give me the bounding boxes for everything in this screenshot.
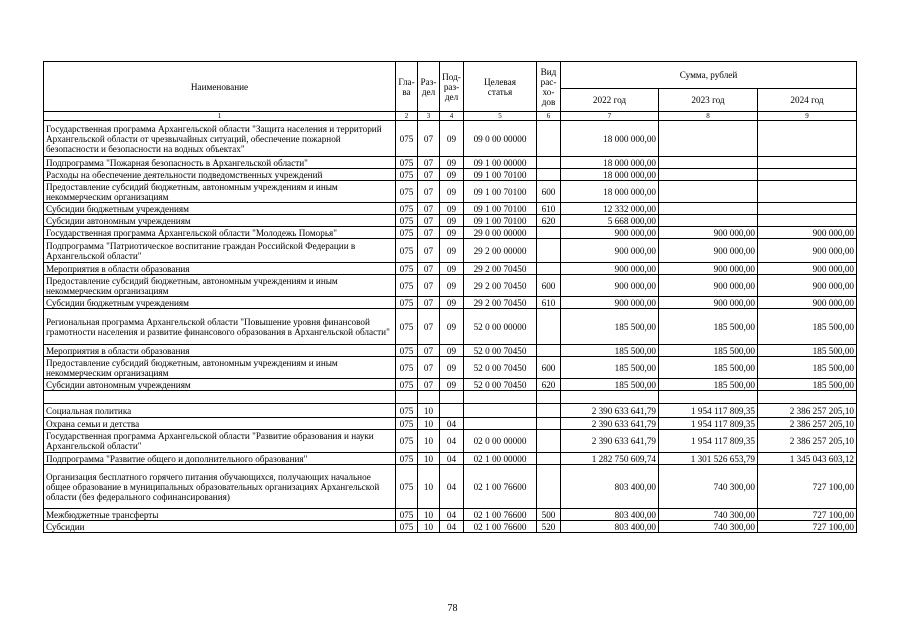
row-vid-rashodov-cell: 620 (537, 379, 561, 391)
row-sum-2022-cell: 185 500,00 (561, 357, 659, 379)
row-podrazdel-cell: 09 (440, 169, 464, 181)
row-podrazdel-cell: 09 (440, 157, 464, 169)
row-sum-2023-cell (659, 203, 758, 215)
row-glava-cell (396, 391, 418, 404)
row-name-cell: Мероприятия в области образования (44, 263, 396, 275)
table-row (44, 181, 857, 203)
row-name-cell: Субсидии бюджетным учреждениям (44, 297, 396, 309)
row-vid-rashodov-cell (537, 227, 561, 239)
row-glava-cell: 075 (396, 509, 418, 521)
header-vid-rashodov: Вид рас- хо- дов (537, 62, 561, 112)
header-glava: Гла- ва (396, 62, 418, 112)
row-razdel-cell: 10 (418, 465, 440, 509)
row-razdel-cell: 07 (418, 357, 440, 379)
table-row (44, 430, 857, 453)
row-celevaya-statya-cell: 29 2 00 70450 (464, 263, 537, 275)
row-sum-2024-cell: 900 000,00 (758, 239, 857, 263)
row-sum-2023-cell: 900 000,00 (659, 263, 758, 275)
row-glava-cell: 075 (396, 465, 418, 509)
table-row (44, 418, 857, 430)
index-cell: 1 (44, 112, 396, 121)
table-row (44, 169, 857, 181)
row-name-cell: Подпрограмма "Развитие общего и дополнительного образования" (44, 453, 396, 465)
row-vid-rashodov-cell (537, 121, 561, 157)
row-sum-2023-cell: 900 000,00 (659, 239, 758, 263)
row-sum-2024-cell: 2 386 257 205,10 (758, 404, 857, 418)
row-glava-cell: 075 (396, 521, 418, 533)
row-podrazdel-cell: 04 (440, 509, 464, 521)
index-cell: 8 (659, 112, 758, 121)
row-glava-cell: 075 (396, 379, 418, 391)
row-podrazdel-cell: 09 (440, 263, 464, 275)
row-name-cell: Охрана семьи и детства (44, 418, 396, 430)
row-sum-2024-cell (758, 203, 857, 215)
row-celevaya-statya-cell: 52 0 00 70450 (464, 357, 537, 379)
row-sum-2024-cell (758, 181, 857, 203)
table-row (44, 345, 857, 357)
row-glava-cell: 075 (396, 227, 418, 239)
row-sum-2022-cell (561, 391, 659, 404)
row-razdel-cell: 07 (418, 239, 440, 263)
table-row (44, 239, 857, 263)
row-sum-2024-cell: 1 345 043 603,12 (758, 453, 857, 465)
table-row (44, 227, 857, 239)
row-celevaya-statya-cell: 29 2 00 00000 (464, 239, 537, 263)
row-vid-rashodov-cell: 620 (537, 215, 561, 227)
row-sum-2022-cell: 12 332 000,00 (561, 203, 659, 215)
row-celevaya-statya-cell: 29 2 00 70450 (464, 275, 537, 297)
row-podrazdel-cell: 09 (440, 297, 464, 309)
row-podrazdel-cell: 04 (440, 453, 464, 465)
row-sum-2023-cell: 185 500,00 (659, 309, 758, 345)
table-row (44, 263, 857, 275)
row-glava-cell: 075 (396, 181, 418, 203)
row-sum-2023-cell: 740 300,00 (659, 465, 758, 509)
row-razdel-cell: 07 (418, 275, 440, 297)
row-sum-2023-cell: 185 500,00 (659, 345, 758, 357)
row-name-cell: Государственная программа Архангельской области "Развитие образования и науки Архангельской области" (44, 430, 396, 453)
table-row (44, 203, 857, 215)
row-sum-2022-cell: 2 390 633 641,79 (561, 430, 659, 453)
row-podrazdel-cell: 09 (440, 239, 464, 263)
row-celevaya-statya-cell (464, 404, 537, 418)
row-vid-rashodov-cell: 610 (537, 297, 561, 309)
table-row (44, 157, 857, 169)
row-vid-rashodov-cell: 600 (537, 275, 561, 297)
row-vid-rashodov-cell (537, 430, 561, 453)
row-celevaya-statya-cell: 29 2 00 70450 (464, 297, 537, 309)
row-podrazdel-cell: 09 (440, 215, 464, 227)
row-sum-2022-cell: 185 500,00 (561, 309, 659, 345)
table-row (44, 404, 857, 418)
row-sum-2022-cell: 185 500,00 (561, 379, 659, 391)
table-row (44, 215, 857, 227)
row-podrazdel-cell: 09 (440, 203, 464, 215)
table-row (44, 275, 857, 297)
index-cell: 6 (537, 112, 561, 121)
row-sum-2022-cell: 803 400,00 (561, 465, 659, 509)
row-razdel-cell: 07 (418, 379, 440, 391)
row-sum-2022-cell: 900 000,00 (561, 239, 659, 263)
row-podrazdel-cell: 09 (440, 121, 464, 157)
row-celevaya-statya-cell: 02 1 00 76600 (464, 509, 537, 521)
row-podrazdel-cell: 09 (440, 345, 464, 357)
row-sum-2024-cell: 185 500,00 (758, 345, 857, 357)
row-celevaya-statya-cell: 52 0 00 70450 (464, 379, 537, 391)
row-celevaya-statya-cell: 02 0 00 00000 (464, 430, 537, 453)
row-glava-cell: 075 (396, 430, 418, 453)
row-sum-2023-cell: 1 301 526 653,79 (659, 453, 758, 465)
row-sum-2022-cell: 185 500,00 (561, 345, 659, 357)
row-sum-2024-cell: 185 500,00 (758, 379, 857, 391)
row-sum-2022-cell: 900 000,00 (561, 275, 659, 297)
row-celevaya-statya-cell (464, 391, 537, 404)
header-year-2023: 2023 год (659, 89, 758, 112)
row-sum-2024-cell: 727 100,00 (758, 521, 857, 533)
table-row (44, 509, 857, 521)
budget-table (43, 61, 857, 533)
row-sum-2022-cell: 18 000 000,00 (561, 121, 659, 157)
table-row (44, 297, 857, 309)
row-podrazdel-cell (440, 391, 464, 404)
row-sum-2023-cell (659, 169, 758, 181)
row-vid-rashodov-cell: 500 (537, 509, 561, 521)
row-vid-rashodov-cell (537, 465, 561, 509)
table-row (44, 309, 857, 345)
row-vid-rashodov-cell (537, 418, 561, 430)
row-sum-2022-cell: 803 400,00 (561, 509, 659, 521)
row-podrazdel-cell: 09 (440, 379, 464, 391)
row-razdel-cell: 07 (418, 157, 440, 169)
row-razdel-cell: 07 (418, 297, 440, 309)
row-sum-2023-cell: 900 000,00 (659, 227, 758, 239)
index-cell: 5 (464, 112, 537, 121)
row-sum-2024-cell: 2 386 257 205,10 (758, 418, 857, 430)
row-name-cell: Предоставление субсидий бюджетным, автономным учреждениям и иным некоммерческим организациям (44, 357, 396, 379)
table-row (44, 357, 857, 379)
row-razdel-cell: 07 (418, 345, 440, 357)
row-sum-2022-cell: 803 400,00 (561, 521, 659, 533)
row-name-cell: Предоставление субсидий бюджетным, автономным учреждениям и иным некоммерческим организациям (44, 275, 396, 297)
row-celevaya-statya-cell (464, 418, 537, 430)
row-glava-cell: 075 (396, 203, 418, 215)
table-row (44, 391, 857, 404)
row-name-cell: Социальная политика (44, 404, 396, 418)
header-podrazdel: Под- раз- дел (440, 62, 464, 112)
row-razdel-cell: 07 (418, 121, 440, 157)
row-sum-2024-cell: 900 000,00 (758, 227, 857, 239)
row-sum-2023-cell (659, 215, 758, 227)
row-vid-rashodov-cell: 520 (537, 521, 561, 533)
table-row (44, 121, 857, 157)
row-vid-rashodov-cell: 610 (537, 203, 561, 215)
row-sum-2024-cell: 900 000,00 (758, 263, 857, 275)
row-razdel-cell: 07 (418, 227, 440, 239)
row-name-cell: Межбюджетные трансферты (44, 509, 396, 521)
row-vid-rashodov-cell (537, 391, 561, 404)
row-glava-cell: 075 (396, 215, 418, 227)
row-sum-2024-cell (758, 215, 857, 227)
header-razdel: Раз- дел (418, 62, 440, 112)
row-sum-2024-cell (758, 121, 857, 157)
row-razdel-cell: 10 (418, 509, 440, 521)
row-name-cell (44, 391, 396, 404)
column-index-row (44, 112, 857, 121)
row-podrazdel-cell: 09 (440, 357, 464, 379)
row-razdel-cell: 07 (418, 263, 440, 275)
row-sum-2024-cell: 185 500,00 (758, 357, 857, 379)
index-cell: 4 (440, 112, 464, 121)
row-celevaya-statya-cell: 09 1 00 70100 (464, 215, 537, 227)
row-glava-cell: 075 (396, 453, 418, 465)
index-cell: 7 (561, 112, 659, 121)
row-razdel-cell: 10 (418, 430, 440, 453)
row-glava-cell: 075 (396, 345, 418, 357)
row-vid-rashodov-cell: 600 (537, 357, 561, 379)
row-sum-2022-cell: 5 668 000,00 (561, 215, 659, 227)
row-sum-2023-cell (659, 121, 758, 157)
row-sum-2022-cell: 1 282 750 609,74 (561, 453, 659, 465)
row-razdel-cell: 07 (418, 215, 440, 227)
row-vid-rashodov-cell (537, 453, 561, 465)
table-row (44, 379, 857, 391)
row-razdel-cell: 07 (418, 169, 440, 181)
row-celevaya-statya-cell: 02 1 00 00000 (464, 453, 537, 465)
row-sum-2023-cell: 1 954 117 809,35 (659, 430, 758, 453)
row-podrazdel-cell: 04 (440, 418, 464, 430)
row-razdel-cell: 07 (418, 181, 440, 203)
row-glava-cell: 075 (396, 169, 418, 181)
row-razdel-cell: 10 (418, 418, 440, 430)
row-celevaya-statya-cell: 09 1 00 70100 (464, 169, 537, 181)
row-sum-2022-cell: 18 000 000,00 (561, 169, 659, 181)
header-name: Наименование (44, 62, 396, 112)
row-sum-2022-cell: 900 000,00 (561, 263, 659, 275)
row-glava-cell: 075 (396, 263, 418, 275)
table-body (44, 112, 857, 533)
table-row (44, 453, 857, 465)
row-razdel-cell: 07 (418, 309, 440, 345)
row-razdel-cell: 10 (418, 404, 440, 418)
row-sum-2023-cell (659, 181, 758, 203)
row-celevaya-statya-cell: 09 1 00 70100 (464, 203, 537, 215)
row-celevaya-statya-cell: 02 1 00 76600 (464, 521, 537, 533)
row-glava-cell: 075 (396, 157, 418, 169)
header-year-2022: 2022 год (561, 89, 659, 112)
index-cell: 9 (758, 112, 857, 121)
row-name-cell: Субсидии бюджетным учреждениям (44, 203, 396, 215)
row-podrazdel-cell: 09 (440, 309, 464, 345)
index-cell: 3 (418, 112, 440, 121)
row-vid-rashodov-cell (537, 345, 561, 357)
row-sum-2024-cell (758, 169, 857, 181)
row-sum-2023-cell (659, 157, 758, 169)
table-header (44, 62, 857, 112)
row-vid-rashodov-cell (537, 404, 561, 418)
row-sum-2022-cell: 900 000,00 (561, 297, 659, 309)
row-name-cell: Субсидии (44, 521, 396, 533)
row-podrazdel-cell (440, 404, 464, 418)
row-podrazdel-cell: 09 (440, 275, 464, 297)
row-sum-2023-cell: 900 000,00 (659, 297, 758, 309)
row-sum-2022-cell: 18 000 000,00 (561, 181, 659, 203)
row-glava-cell: 075 (396, 404, 418, 418)
row-sum-2023-cell: 1 954 117 809,35 (659, 418, 758, 430)
page-number: 78 (447, 603, 458, 614)
row-podrazdel-cell: 04 (440, 521, 464, 533)
header-summa: Сумма, рублей (561, 62, 857, 89)
row-sum-2024-cell: 2 386 257 205,10 (758, 430, 857, 453)
row-sum-2023-cell (659, 391, 758, 404)
row-celevaya-statya-cell: 09 1 00 70100 (464, 181, 537, 203)
row-sum-2024-cell: 900 000,00 (758, 275, 857, 297)
row-razdel-cell: 07 (418, 203, 440, 215)
row-name-cell: Подпрограмма "Патриотическое воспитание граждан Российской Федерации в Архангельской области" (44, 239, 396, 263)
row-sum-2023-cell: 185 500,00 (659, 357, 758, 379)
row-celevaya-statya-cell: 09 0 00 00000 (464, 121, 537, 157)
row-sum-2024-cell: 185 500,00 (758, 309, 857, 345)
header-year-2024: 2024 год (758, 89, 857, 112)
row-vid-rashodov-cell (537, 263, 561, 275)
row-celevaya-statya-cell: 02 1 00 76600 (464, 465, 537, 509)
row-podrazdel-cell: 09 (440, 181, 464, 203)
row-sum-2023-cell: 740 300,00 (659, 509, 758, 521)
row-razdel-cell: 10 (418, 453, 440, 465)
row-glava-cell: 075 (396, 275, 418, 297)
row-vid-rashodov-cell (537, 309, 561, 345)
row-glava-cell: 075 (396, 357, 418, 379)
row-sum-2023-cell: 1 954 117 809,35 (659, 404, 758, 418)
row-name-cell: Субсидии автономным учреждениям (44, 215, 396, 227)
row-glava-cell: 075 (396, 418, 418, 430)
row-sum-2022-cell: 2 390 633 641,79 (561, 418, 659, 430)
row-razdel-cell (418, 391, 440, 404)
row-glava-cell: 075 (396, 309, 418, 345)
row-vid-rashodov-cell: 600 (537, 181, 561, 203)
row-name-cell: Мероприятия в области образования (44, 345, 396, 357)
row-sum-2022-cell: 900 000,00 (561, 227, 659, 239)
table-row (44, 521, 857, 533)
row-vid-rashodov-cell (537, 239, 561, 263)
row-celevaya-statya-cell: 29 0 00 00000 (464, 227, 537, 239)
row-name-cell: Подпрограмма "Пожарная безопасность в Архангельской области" (44, 157, 396, 169)
row-sum-2024-cell (758, 157, 857, 169)
row-name-cell: Государственная программа Архангельской области "Молодежь Поморья" (44, 227, 396, 239)
row-celevaya-statya-cell: 52 0 00 70450 (464, 345, 537, 357)
row-vid-rashodov-cell (537, 157, 561, 169)
row-sum-2024-cell: 900 000,00 (758, 297, 857, 309)
row-celevaya-statya-cell: 09 1 00 00000 (464, 157, 537, 169)
row-sum-2023-cell: 900 000,00 (659, 275, 758, 297)
row-razdel-cell: 10 (418, 521, 440, 533)
row-name-cell: Государственная программа Архангельской области "Защита населения и территорий Архангельской области от чрезвычайных ситуаций, обеспечение пожарной безопасности и безопасности на водных объектах" (44, 121, 396, 157)
table-row (44, 465, 857, 509)
header-celevaya-statya: Целевая статья (464, 62, 537, 112)
row-sum-2022-cell: 18 000 000,00 (561, 157, 659, 169)
row-podrazdel-cell: 09 (440, 227, 464, 239)
row-name-cell: Субсидии автономным учреждениям (44, 379, 396, 391)
row-sum-2024-cell: 727 100,00 (758, 465, 857, 509)
row-sum-2024-cell: 727 100,00 (758, 509, 857, 521)
row-sum-2024-cell (758, 391, 857, 404)
row-podrazdel-cell: 04 (440, 465, 464, 509)
index-cell: 2 (396, 112, 418, 121)
row-name-cell: Расходы на обеспечение деятельности подведомственных учреждений (44, 169, 396, 181)
row-sum-2023-cell: 740 300,00 (659, 521, 758, 533)
row-sum-2023-cell: 185 500,00 (659, 379, 758, 391)
row-sum-2022-cell: 2 390 633 641,79 (561, 404, 659, 418)
row-podrazdel-cell: 04 (440, 430, 464, 453)
row-glava-cell: 075 (396, 297, 418, 309)
row-name-cell: Предоставление субсидий бюджетным, автономным учреждениям и иным некоммерческим организациям (44, 181, 396, 203)
row-vid-rashodov-cell (537, 169, 561, 181)
row-name-cell: Организация бесплатного горячего питания обучающихся, получающих начальное общее образование в муниципальных образовательных организациях Архангельской области (без федерального софинансирования) (44, 465, 396, 509)
row-glava-cell: 075 (396, 121, 418, 157)
row-name-cell: Региональная программа Архангельской области "Повышение уровня финансовой грамотности населения и развитие финансового образования в Архангельской области" (44, 309, 396, 345)
row-celevaya-statya-cell: 52 0 00 00000 (464, 309, 537, 345)
row-glava-cell: 075 (396, 239, 418, 263)
